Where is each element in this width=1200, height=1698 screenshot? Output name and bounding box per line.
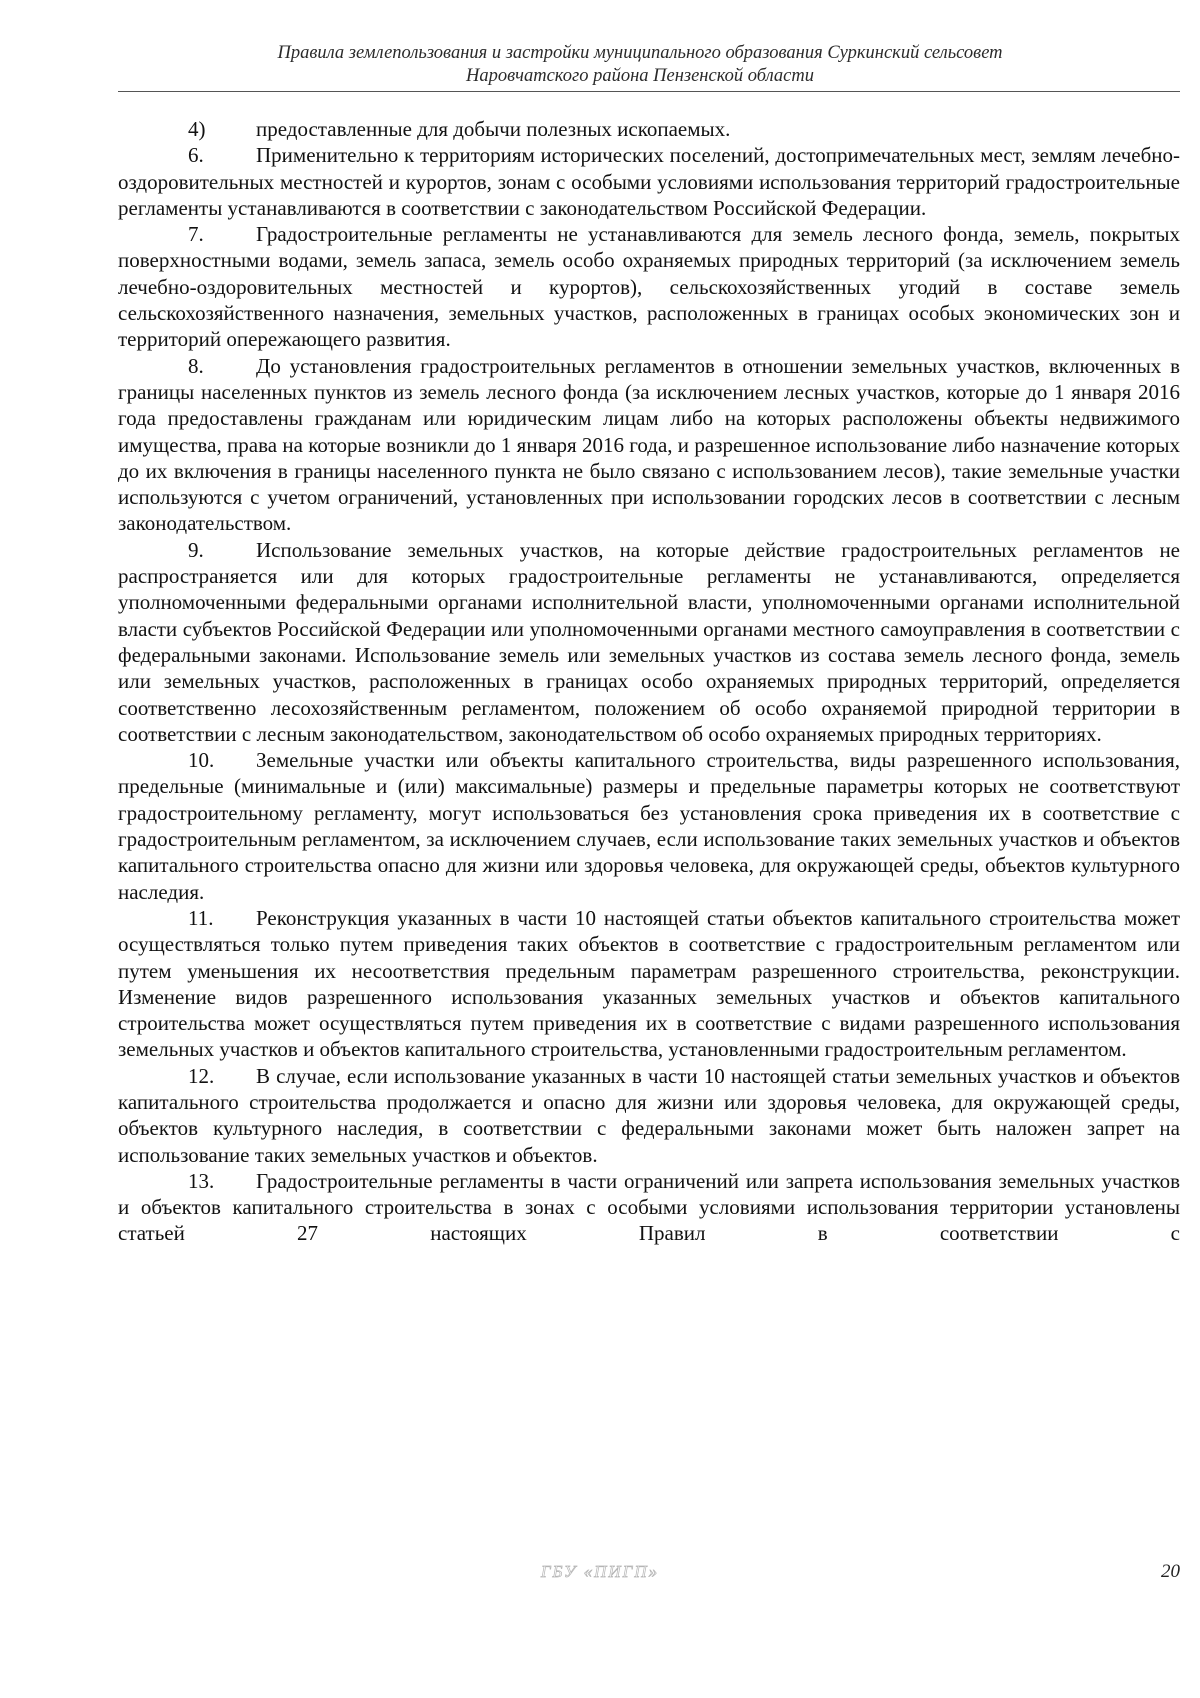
paragraph-text: предоставленные для добычи полезных ископаемых.: [256, 117, 731, 141]
paragraph-number: 6.: [188, 143, 204, 168]
paragraph-text: Использование земельных участков, на которые действие градостроительных регламентов не распространяется или для которых градостроительные регламенты не устанавливаются, определяется уполномоченными федеральными органами исполнительной власти, уполномоченными органами исполнительной власти субъектов Российской Федерации или уполномоченными органами местного самоуправления в соответствии с федеральными законами. Использование земель или земельных участков из состава земель лесного фонда, земель или земельных участков, расположенных в границах особо охраняемых природных территорий, определяется соответственно лесохозяйственным регламентом, положением об особо охраняемой природной территории в соответствии с лесным законодательством, законодательством об особо охраняемых природных территориях.: [118, 537, 1180, 746]
page-number: 20: [1161, 1561, 1180, 1582]
paragraph-text: Земельные участки или объекты капитального строительства, виды разрешенного использования, предельные (минимальные и (или) максимальные) размеры и предельные параметры которых не соответствуют градостроительному регламенту, могут использоваться без установления срока приведения их в соответствие с градостроительным регламентом, за исключением случаев, если использование таких земельных участков и объектов капитального строительства опасно для жизни или здоровья человека, для окружающей среды, объектов культурного наследия.: [118, 748, 1180, 904]
paragraph-number: 7.: [188, 222, 204, 247]
header-divider: [118, 91, 1180, 92]
paragraph-number: 12.: [188, 1063, 215, 1088]
paragraph-text: Градостроительные регламенты не устанавливаются для земель лесного фонда, земель, покрытых поверхностными водами, земель запаса, земель особо охраняемых природных территорий (за исключением земель лечебно-оздоровительных местностей и курортов), сельскохозяйственных угодий в составе земель сельскохозяйственного назначения, земельных участков, расположенных в границах особых экономических зон и территорий опережающего развития.: [118, 222, 1180, 352]
running-header: [200, 42, 1080, 88]
paragraph-13: [118, 1168, 1180, 1247]
paragraph-6: [118, 142, 1180, 221]
header-line-1: Правила землепользования и застройки муниципального образования Суркинский сельсовет: [277, 43, 1003, 63]
paragraph-number: 11.: [188, 905, 214, 930]
paragraph-12: [118, 1063, 1180, 1168]
paragraph-number: 4): [188, 117, 206, 141]
paragraph-number: 10.: [188, 748, 215, 773]
footer-organization: ГБУ «ПИГП»: [540, 1562, 660, 1581]
document-body: [118, 116, 1180, 1247]
paragraph-9: [118, 537, 1180, 747]
paragraph-11: [118, 905, 1180, 1063]
paragraph-8: [118, 353, 1180, 537]
paragraph-number: 8.: [188, 353, 204, 378]
paragraph-number: 9.: [188, 537, 204, 562]
paragraph-text: В случае, если использование указанных в части 10 настоящей статьи земельных участков и объектов капитального строительства продолжается и опасно для жизни или здоровья человека, для окружающей среды, объектов культурного наследия, в соответствии с федеральными законами может быть наложен запрет на использование таких земельных участков и объектов.: [118, 1063, 1180, 1167]
paragraph-7: [118, 221, 1180, 352]
paragraph-text: Применительно к территориям исторических поселений, достопримечательных мест, землям лечебно-оздоровительных местностей и курортов, зонам с особыми условиями использования территорий градостроительные регламенты устанавливаются в соответствии с законодательством Российской Федерации.: [118, 143, 1180, 220]
paragraph-10: [118, 747, 1180, 905]
paragraph-text: Реконструкция указанных в части 10 настоящей статьи объектов капитального строительства может осуществляться только путем приведения таких объектов в соответствие с градостроительным регламентом или путем уменьшения их несоответствия предельным параметрам разрешенного строительства, реконструкции. Изменение видов разрешенного использования указанных земельных участков и объектов капитального строительства может осуществляться путем приведения их в соответствие с видами разрешенного использования земельных участков и объектов капитального строительства, установленными градостроительным регламентом.: [118, 905, 1180, 1062]
header-line-2: Наровчатского района Пензенской области: [466, 66, 814, 86]
paragraph-text: Градостроительные регламенты в части ограничений или запрета использования земельных участков и объектов капитального строительства в зонах с особыми условиями использования территории установлены статьей 27 настоящих Правил в соответствии с: [118, 1168, 1180, 1246]
paragraph-number: 13.: [188, 1168, 215, 1193]
paragraph-text: До установления градостроительных регламентов в отношении земельных участков, включенных в границы населенных пунктов из земель лесного фонда (за исключением лесных участков, которые до 1 января 2016 года предоставлены гражданам или юридическим лицам либо на которых расположены объекты недвижимого имущества, права на которые возникли до 1 января 2016 года, и разрешенное использование либо назначение которых до их включения в границы населенного пункта не было связано с использованием лесов), такие земельные участки используются с учетом ограничений, установленных при использовании городских лесов в соответствии с лесным законодательством.: [118, 353, 1180, 536]
paragraph-item-4: [118, 116, 1180, 142]
